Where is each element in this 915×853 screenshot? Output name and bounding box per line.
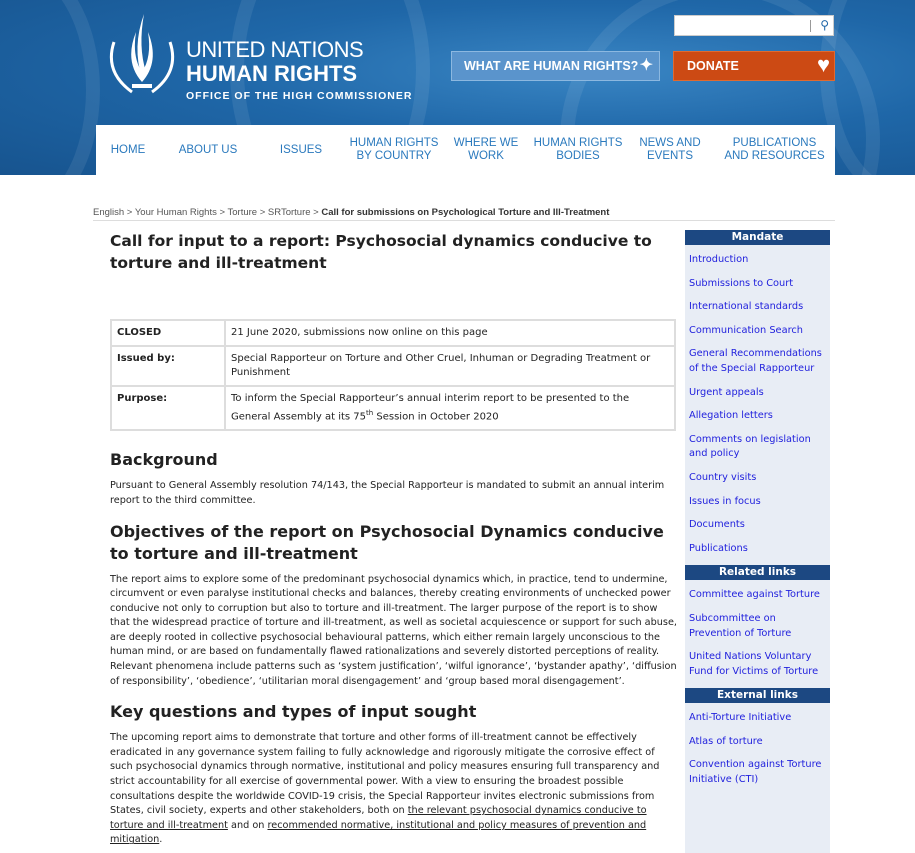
text: and on [227, 819, 268, 831]
page-title: Call for input to a report: Psychosocial dynamics conducive to torture and ill-treatment [110, 232, 652, 272]
info-table [110, 319, 676, 431]
sidebar-link[interactable]: Subcommittee on Prevention of Torture [689, 612, 792, 639]
breadcrumb-link[interactable]: English [93, 207, 125, 218]
nav-issues[interactable]: ISSUES [279, 143, 323, 156]
brand[interactable] [186, 38, 412, 102]
sidebar-list [685, 703, 830, 796]
background-text: Pursuant to General Assembly resolution 74/143, the Special Rapporteur is mandated to submit an annual interim report to the third committee. [110, 480, 665, 506]
breadcrumb-sep: > [124, 207, 135, 218]
breadcrumb [93, 207, 609, 218]
sidebar-link[interactable]: Publications [689, 542, 748, 554]
sidebar-list [685, 580, 830, 688]
un-emblem-icon[interactable] [102, 12, 182, 102]
row-value: Special Rapporteur on Torture and Other Cruel, Inhuman or Degrading Treatment or Punishment [225, 346, 675, 386]
sidebar-link[interactable]: Atlas of torture [689, 735, 763, 747]
nav-home[interactable]: HOME [110, 143, 146, 156]
main-nav [96, 125, 835, 175]
brand-line: UNITED NATIONS [186, 37, 364, 62]
button-label: DONATE [687, 59, 739, 73]
sidebar-link[interactable]: General Recommendations of the Special Rapporteur [689, 348, 822, 374]
breadcrumb-link[interactable]: Torture [227, 207, 258, 218]
nav-news-and-events[interactable]: NEWS AND EVENTS [639, 137, 701, 162]
background-heading: Background [110, 450, 218, 470]
nav-human-rights-bodies[interactable]: HUMAN RIGHTS BODIES [533, 137, 623, 162]
divider [810, 20, 811, 32]
sidebar-link[interactable]: United Nations Voluntary Fund for Victims of Torture [689, 651, 819, 677]
divider [93, 220, 835, 221]
brand-line: OFFICE OF THE HIGH COMMISSIONER [186, 90, 413, 102]
breadcrumb-link[interactable]: SRTorture [267, 207, 311, 218]
donate-button[interactable] [673, 51, 835, 81]
sidebar-section-heading: Mandate [685, 230, 830, 245]
sidebar-link[interactable]: Committee against Torture [689, 589, 820, 601]
row-value: 21 June 2020, submissions now online on this page [225, 320, 675, 346]
row-label: Issued by: [111, 346, 225, 386]
row-label: CLOSED [111, 320, 225, 346]
sidebar-link[interactable]: Submissions to Court [689, 277, 794, 289]
table-row [111, 386, 675, 430]
sidebar-link[interactable]: Communication Search [689, 324, 803, 336]
sidebar-link[interactable]: Convention against Torture Initiative (CTI) [689, 759, 822, 786]
nav-human-rights-by-country[interactable]: HUMAN RIGHTS BY COUNTRY [349, 137, 439, 162]
psychosocial-dynamics-link[interactable]: the relevant psychosocial dynamics conducive to torture and ill-treatment [110, 805, 647, 831]
breadcrumb-sep: > [216, 207, 228, 218]
button-label: WHAT ARE HUMAN RIGHTS? [464, 59, 639, 73]
nav-where-we-work[interactable]: WHERE WE WORK [453, 137, 519, 162]
sidebar-link[interactable]: Documents [689, 519, 745, 531]
text: Session in October 2020 [373, 411, 499, 423]
nav-publications-and-resources[interactable]: PUBLICATIONS AND RESOURCES [724, 137, 825, 162]
sidebar-link[interactable]: Comments on legislation and policy [689, 433, 811, 460]
site-header [0, 0, 915, 175]
row-value [225, 386, 675, 430]
table-row [111, 346, 675, 386]
sidebar-link[interactable]: Introduction [689, 254, 749, 265]
search-input[interactable] [674, 15, 834, 36]
sidebar-section-heading: Related links [685, 565, 830, 580]
sidebar-link[interactable]: Allegation letters [689, 410, 773, 422]
recommended-measures-link[interactable]: recommended normative, institutional and policy measures of prevention and mitigation [110, 819, 647, 846]
breadcrumb-sep: > [310, 207, 322, 218]
sidebar-list [685, 245, 830, 565]
decor-leaf [0, 0, 100, 175]
breadcrumb-link[interactable]: Your Human Rights [134, 207, 217, 218]
sidebar-link[interactable]: Urgent appeals [689, 386, 764, 398]
sidebar-link[interactable]: Issues in focus [689, 495, 761, 507]
text: . [159, 834, 163, 846]
text: To inform the Special Rapporteur’s annual interim report to be presented to the General Assembly at its 75 [231, 393, 630, 423]
brand-line: HUMAN RIGHTS [186, 61, 358, 86]
breadcrumb-sep: > [257, 207, 268, 218]
objectives-heading: Objectives of the report on Psychosocial Dynamics conducive to torture and ill-treatment [110, 521, 664, 563]
heart-icon: ♥ [816, 52, 830, 77]
questions-heading: Key questions and types of input sought [110, 702, 477, 722]
text: th [366, 409, 374, 417]
objectives-text: The report aims to explore some of the predominant psychosocial dynamics which, in practice, tend to undermine, circumvent or even paralyse institutional checks and balances, thereby creating environments of unchecked power conducive not only to corruption but also to torture and ill-treatment. The larger purpose of the report is to show that the widespread practice of torture and ill-treatment, as well as societal acquiescence or support for such abuse, are deeply rooted in collective psychosocial behavioural patterns, which either remain largely unconscious to the human mind, or are based on fundamentally flawed rationalizations and severely distorted perceptions of reality. Relevant phenomena include patterns such as ‘system justification’, ‘wilful ignorance’, ‘bystander apathy’, ‘diffusion of responsibility’, ‘obedience’, ‘utilitarian moral disengagement’ and ‘group based moral disengagement’. [110, 573, 677, 687]
main-content [110, 230, 680, 848]
what-are-human-rights-button[interactable] [451, 51, 660, 81]
row-label: Purpose: [111, 386, 225, 430]
sidebar-link[interactable]: Country visits [689, 471, 757, 483]
questions-text [110, 731, 680, 848]
sidebar-link[interactable]: Anti-Torture Initiative [689, 712, 792, 724]
text: The upcoming report aims to demonstrate that torture and other forms of ill-treatment cannot be effectively eradicated in any governance system failing to fully acknowledge and rigorously mitigate the corrosive effect of such psychosocial dynamics through normative, institutional and policy measures ensuring full transparency and strict accountability for all exercise of governmental power. With a view to ensuring the broadest possible consultations despite the worldwide COVID-19 crisis, the Special Rapporteur invites electronic submissions from States, civil society, experts and other stakeholders, both on [110, 732, 660, 817]
dove-icon: ✦ [639, 57, 653, 74]
sidebar-section-heading: External links [685, 688, 830, 703]
nav-about-us[interactable]: ABOUT US [178, 143, 238, 156]
breadcrumb-current: Call for submissions on Psychological Torture and Ill-Treatment [321, 207, 610, 218]
table-row [111, 320, 675, 346]
sidebar-link[interactable]: International standards [689, 301, 804, 313]
search-icon[interactable]: ⚲ [820, 18, 829, 32]
sidebar [685, 230, 830, 853]
